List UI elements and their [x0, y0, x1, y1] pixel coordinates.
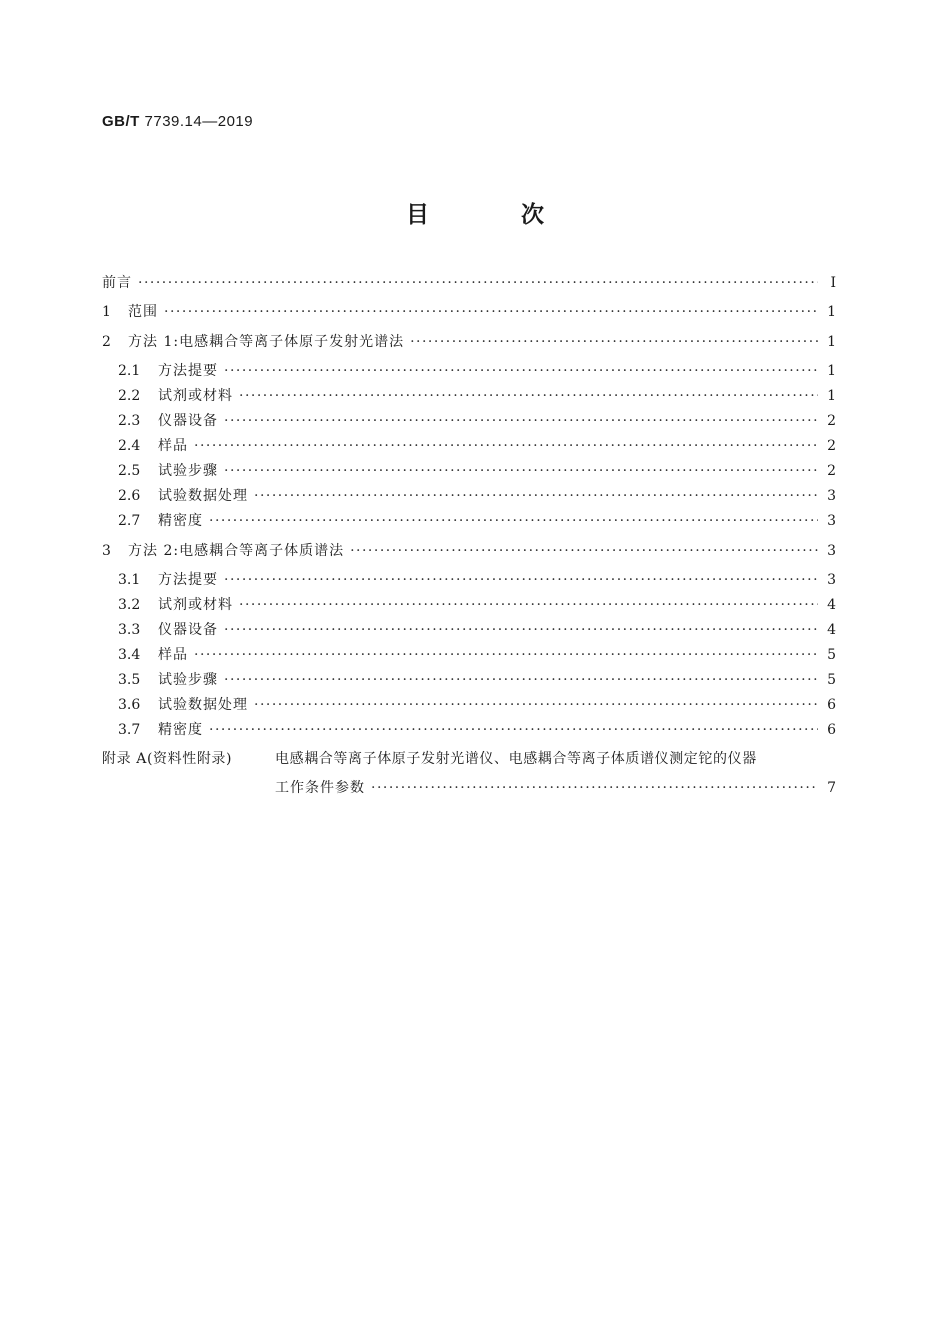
section-number: 3.6	[118, 697, 141, 713]
section-number: 3	[102, 543, 111, 559]
section-number: 3.4	[118, 647, 141, 663]
page-number: 5	[827, 647, 836, 663]
page-number: 3	[827, 488, 836, 504]
section-title: 试验步骤	[158, 672, 218, 688]
section-number: 3.2	[118, 597, 141, 613]
section-title: 样品	[158, 647, 188, 663]
toc-entry[interactable]	[102, 594, 836, 616]
section-title: 试验数据处理	[158, 488, 248, 504]
toc-entry-appendix[interactable]	[275, 777, 836, 799]
page-number: 4	[827, 622, 836, 638]
section-number: 2.4	[118, 438, 141, 454]
toc-entry[interactable]	[102, 331, 836, 353]
section-title: 样品	[158, 438, 188, 454]
dot-leader	[194, 435, 818, 457]
page-number: 4	[827, 597, 836, 613]
section-title: 精密度	[158, 722, 203, 738]
page-number: Ⅰ	[830, 275, 836, 291]
dot-leader	[350, 540, 818, 562]
dot-leader	[410, 331, 818, 353]
appendix-title-line2: 工作条件参数	[275, 780, 365, 796]
standard-prefix: GB/T	[102, 113, 140, 130]
dot-leader	[209, 510, 818, 532]
section-title: 方法 2:电感耦合等离子体质谱法	[128, 543, 345, 559]
section-title: 精密度	[158, 513, 203, 529]
page-number: 5	[827, 672, 836, 688]
section-number: 2.5	[118, 463, 141, 479]
toc-entry[interactable]	[102, 694, 836, 716]
page-number: 6	[827, 697, 836, 713]
toc-entry[interactable]	[102, 644, 836, 666]
dot-leader	[164, 301, 818, 323]
page-number: 3	[827, 513, 836, 529]
toc-entry[interactable]	[102, 410, 836, 432]
section-title: 前言	[102, 275, 132, 291]
toc-entry[interactable]	[102, 435, 836, 457]
standard-code	[102, 113, 253, 130]
page-number: 2	[827, 463, 836, 479]
toc-entry[interactable]	[102, 719, 836, 741]
section-title: 范围	[128, 304, 158, 320]
toc-title: 目 次	[405, 202, 586, 228]
section-title: 方法 1:电感耦合等离子体原子发射光谱法	[128, 334, 405, 350]
section-title: 方法提要	[158, 363, 218, 379]
page-number: 2	[827, 438, 836, 454]
page-number: 6	[827, 722, 836, 738]
page-number: 2	[827, 413, 836, 429]
dot-leader	[209, 719, 818, 741]
dot-leader	[224, 669, 818, 691]
page-number: 3	[827, 572, 836, 588]
dot-leader	[254, 485, 818, 507]
section-title: 试验数据处理	[158, 697, 248, 713]
dot-leader	[224, 569, 818, 591]
section-title: 试验步骤	[158, 463, 218, 479]
toc-entry[interactable]	[102, 510, 836, 532]
section-title: 试剂或材料	[158, 597, 233, 613]
section-title: 试剂或材料	[158, 388, 233, 404]
toc-entry[interactable]	[102, 272, 836, 294]
dot-leader	[371, 777, 818, 799]
page-number: 1	[827, 363, 836, 379]
dot-leader	[224, 360, 818, 382]
toc-entry[interactable]	[102, 360, 836, 382]
section-number: 2.6	[118, 488, 141, 504]
section-number: 3.3	[118, 622, 141, 638]
toc-entry[interactable]	[102, 669, 836, 691]
section-number: 2.2	[118, 388, 141, 404]
toc-entry[interactable]	[102, 485, 836, 507]
dot-leader	[239, 594, 818, 616]
dot-leader	[224, 410, 818, 432]
page-number: 3	[827, 543, 836, 559]
section-number: 2.7	[118, 513, 141, 529]
toc-entry[interactable]	[102, 460, 836, 482]
page-number: 1	[827, 304, 836, 320]
appendix-head: 附录 A(资料性附录)	[102, 751, 233, 767]
dot-leader	[138, 272, 818, 294]
page-number: 1	[827, 334, 836, 350]
appendix-title-line1: 电感耦合等离子体原子发射光谱仪、电感耦合等离子体质谱仪测定铊的仪器	[275, 751, 757, 767]
section-number: 2.1	[118, 363, 141, 379]
section-number: 3.7	[118, 722, 141, 738]
section-title: 仪器设备	[158, 622, 218, 638]
section-title: 方法提要	[158, 572, 218, 588]
section-number: 1	[102, 304, 111, 320]
toc-entry[interactable]	[102, 540, 836, 562]
toc-entry[interactable]	[102, 619, 836, 641]
toc-entry[interactable]	[102, 385, 836, 407]
dot-leader	[224, 460, 818, 482]
dot-leader	[254, 694, 818, 716]
dot-leader	[239, 385, 818, 407]
page-number: 7	[827, 780, 836, 796]
toc-entry[interactable]	[102, 301, 836, 323]
page-number: 1	[827, 388, 836, 404]
section-number: 3.1	[118, 572, 141, 588]
dot-leader	[224, 619, 818, 641]
standard-number: 7739.14—2019	[144, 113, 254, 130]
section-number: 2.3	[118, 413, 141, 429]
section-title: 仪器设备	[158, 413, 218, 429]
section-number: 3.5	[118, 672, 141, 688]
toc-entry[interactable]	[102, 569, 836, 591]
section-number: 2	[102, 334, 111, 350]
dot-leader	[194, 644, 818, 666]
